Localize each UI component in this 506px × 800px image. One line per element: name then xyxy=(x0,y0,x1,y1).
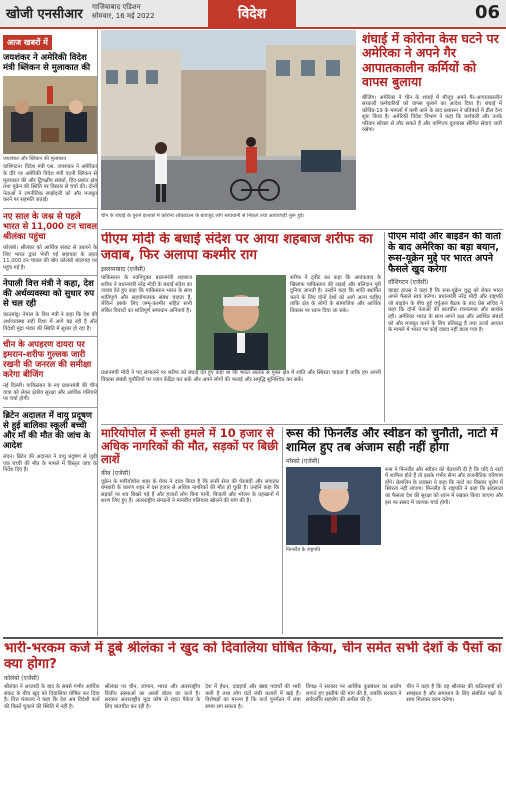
finland-story xyxy=(286,427,503,634)
section-tag: आज खबरों में xyxy=(3,35,52,50)
byline: कोलंबो (एजेंसी) xyxy=(4,675,40,683)
divider xyxy=(101,424,503,425)
story-text: यूक्रेन के मारियोपोल शहर के मेयर ने दावा किया है कि रूसी सेना की घेराबंदी और लगातार बमबारी के कारण शहर में दस हजार से अधिक नागरिकों की मौत हो चुकी है। उन्होंने कहा कि सड़कों पर शव बिखरे पड़े हैं और हजारों लोग बिना पानी, बिजली और भोजन के तहखानों में शरण लिए हुए हैं। अंतरराष्ट्रीय संगठनों ने मानवीय गलियारा खोलने की मांग की है। xyxy=(101,478,279,505)
story-headline: चीन के अपहरण दायरा पर इमरान-शरीफ गुल्लक जारी रखनी की जनरल की समीक्षा करेगा बीजिंग xyxy=(3,340,92,381)
story-column xyxy=(4,684,100,714)
story-text: लंदन। ब्रिटेन की अदालत ने वायु प्रदूषण से जुड़ी एक बच्ची की मौत के मामले में विस्तृत जांच के निर्देश दिए हैं। xyxy=(3,453,97,474)
story-column xyxy=(205,684,301,714)
page-number: 06 xyxy=(474,2,500,23)
byline: कीव (एजेंसी) xyxy=(101,469,131,477)
portrait-art xyxy=(286,467,381,545)
story-headline: जयशंकर ने अमेरिकी विदेश मंत्री ब्लिंकन से मुलाकात की xyxy=(3,53,91,73)
date-line: सोमवार, 16 मई 2022 xyxy=(92,12,155,20)
byline: वॉशिंगटन (एजेंसी) xyxy=(388,278,429,286)
divider xyxy=(3,275,97,276)
byline: इस्लामाबाद (एजेंसी) xyxy=(101,266,146,274)
story-headline: मारियोपोल में रूसी हमले में 10 हजार से अधिक नागरिकों की मौत, सड़कों पर बिछी लाशें xyxy=(101,427,279,467)
divider xyxy=(282,427,283,634)
story-column xyxy=(306,684,402,714)
shanghai-street-art xyxy=(101,30,356,210)
pak-story-body xyxy=(101,275,381,370)
shanghai-story xyxy=(362,32,502,227)
story-headline: ब्रिटेन अदालत में वायु प्रदूषण से हुई बालिका स्कूली बच्ची और माँ की मौत की जांच के आदेश xyxy=(3,410,93,451)
story-text: नई दिल्ली। पाकिस्तान के नए प्रधानमंत्री की चीन यात्रा को लेकर क्षेत्रीय सुरक्षा और आर्थिक गलियारे पर चर्चा होगी। xyxy=(3,383,97,403)
story-headline: शंघाई में कोरोना केस घटने पर अमेरिका ने अपने गैर आपातकालीन कर्मियों को वापस बुलाया xyxy=(362,32,499,90)
story-text: पाकिस्तान के नवनियुक्त प्रधानमंत्री शहबाज शरीफ ने प्रधानमंत्री नरेंद्र मोदी के बधाई संदेश का जवाब देते हुए कहा कि पाकिस्तान भारत के साथ शांतिपूर्ण और सहयोगात्मक संबंध चाहता है, लेकिन इसके लिए जम्मू-कश्मीर सहित सभी लंबित विवादों का शांतिपूर्ण समाधान अनिवार्य है। xyxy=(101,275,192,314)
portrait-art xyxy=(196,275,286,370)
divider xyxy=(3,407,97,408)
story-column xyxy=(286,467,381,555)
srilanka-story-body xyxy=(4,684,502,714)
meeting-photo-art xyxy=(3,76,97,154)
story-column xyxy=(385,467,503,555)
shanghai-photo xyxy=(101,30,356,210)
divider xyxy=(384,232,385,422)
story-text: वाशिंगटन। विदेश मंत्री एस. जयशंकर ने अमेरिका के दौरे पर अमेरिकी विदेश मंत्री एंटनी ब्लिंकन से मुलाकात की और द्विपक्षीय संबंधों, हिंद-प्रशांत क्षेत्र तथा यूक्रेन की स्थिति पर विस्तार से चर्चा की। दोनों नेताओं ने रणनीतिक साझेदारी को और मजबूत करने पर सहमति जताई। xyxy=(3,164,97,204)
photo-caption: फिनलैंड के राष्ट्रपति xyxy=(286,546,321,553)
divider xyxy=(3,637,503,639)
story-text: व्हाइट हाउस ने कहा है कि रूस-यूक्रेन युद्ध को लेकर भारत अपने फैसले स्वयं करेगा। प्रधानमंत्री नरेंद्र मोदी और राष्ट्रपति जो बाइडेन के बीच हुई वर्चुअल बैठक के बाद प्रेस सचिव ने कहा कि दोनों नेताओं की बातचीत रचनात्मक और सार्थक रही। अमेरिका भारत के साथ अपने रक्षा और आर्थिक संबंधों को और मजबूत करने के लिए प्रतिबद्ध है तथा ऊर्जा आयात के मामले में भारत पर कोई दबाव नहीं डाला गया है। xyxy=(388,287,503,334)
edition-info xyxy=(92,3,155,21)
biden-story xyxy=(388,232,503,422)
story-headline: नए साल के जश्न से पहले भारत से 11,000 टन चावल श्रीलंका पहुंचा xyxy=(3,211,97,242)
masthead xyxy=(0,0,506,29)
story-headline: भारी-भरकम कर्ज में डूबे श्रीलंका ने खुद को दिवालिया घोषित किया, चीन समेत सभी देशों के पैसों का क्या होगा? xyxy=(4,641,502,672)
story-text: प्रधानमंत्री मोदी ने पद संभालने पर शरीफ को बधाई देते हुए कहा था कि भारत आतंक से मुक्त क्षेत्र में शांति और स्थिरता चाहता है ताकि हम अपनी विकास संबंधी चुनौतियों पर ध्यान केंद्रित कर सकें और अपने लोगों की भलाई और समृद्धि सुनिश्चित कर सकें। xyxy=(101,370,381,383)
srilanka-story xyxy=(4,641,502,797)
finland-photo xyxy=(286,467,381,545)
story-column xyxy=(196,275,286,370)
story-text: श्रीलंका पर चीन, जापान, भारत और अंतरराष्ट्रीय वित्तीय संस्थाओं का अरबों डॉलर का कर्ज है। सरकार अंतरराष्ट्रीय मुद्रा कोष से राहत पैकेज के लिए बातचीत कर रही है। xyxy=(104,684,201,710)
story-text: देश में ईंधन, दवाइयों और खाद्य पदार्थों की भारी कमी है तथा लोग घंटों लंबी कतारों में खड़े हैं। विशेषज्ञों का मानना है कि कर्ज पुनर्गठन में लंबा समय लग सकता है। xyxy=(205,684,301,710)
story-headline: रूस की फिनलैंड और स्वीडन को चुनौती, नाटो में शामिल हुए तब अंजाम सही नहीं होगा xyxy=(286,427,498,454)
byline: मॉस्को (एजेंसी) xyxy=(286,457,320,465)
story-text: विपक्ष ने सरकार पर आर्थिक कुप्रबंधन का आरोप लगाते हुए इस्तीफे की मांग की है, जबकि सरकार ने सर्वदलीय सहयोग की अपील की है। xyxy=(305,684,402,704)
left-column xyxy=(3,30,98,636)
section-title: विदेश xyxy=(208,0,296,27)
story-text: रूस ने फिनलैंड और स्वीडन को चेतावनी दी है कि यदि वे नाटो में शामिल होते हैं तो इसके गंभीर सैन्य और राजनीतिक परिणाम होंगे। क्रेमलिन के प्रवक्ता ने कहा कि नाटो का विस्तार यूरोप में स्थिरता नहीं लाएगा। फिनलैंड के राष्ट्रपति ने कहा कि सदस्यता का फैसला देश की सुरक्षा को ध्यान में रखकर किया जाएगा और इस पर संसद में व्यापक चर्चा होगी। xyxy=(385,466,503,506)
story-text: कोलंबो। श्रीलंका को आर्थिक संकट से उबारने के लिए भारत द्वारा भेजी गई सहायता के तहत 11,000 टन चावल की खेप कोलंबो बंदरगाह पर पहुंच गई है। xyxy=(3,244,97,271)
meeting-photo xyxy=(3,76,97,154)
story-headline: पीएम मोदी और बाइडेन की वार्ता के बाद अमेरिका का बड़ा बयान, रूस-यूक्रेन मुद्दे पर भारत अपने फैसले खुद करेगा xyxy=(388,232,501,275)
story-headline: नेपाली वित्त मंत्री ने कहा, देश की अर्थव्यवस्था को सुधार रुप से चल रही xyxy=(3,279,95,310)
story-text: श्रीलंका ने आजादी के बाद के सबसे गंभीर आर्थिक संकट के बीच खुद को दिवालिया घोषित कर दिया है। वित्त मंत्रालय ने कहा कि देश अब विदेशी कर्ज की किस्तें चुकाने की स्थिति में नहीं है। xyxy=(4,684,100,710)
story-column xyxy=(406,684,502,714)
photo-caption: जयशंकर और ब्लिंकन की मुलाकात xyxy=(3,156,67,162)
story-column xyxy=(290,275,381,370)
story-text: शरीफ ने ट्वीट कर कहा कि आतंकवाद के खिलाफ पाकिस्तान की लड़ाई और बलिदान पूरी दुनिया जानती है। उन्होंने कहा कि शांति स्थापित करने के लिए दोनों देशों को आगे आना चाहिए ताकि क्षेत्र के लोगों के सामाजिक और आर्थिक विकास पर ध्यान दिया जा सके। xyxy=(290,275,381,314)
edition-line: गाजियाबाद एडिशन xyxy=(92,3,141,11)
finland-story-body xyxy=(286,467,503,555)
divider xyxy=(3,336,97,337)
divider xyxy=(101,229,503,230)
shehbaz-photo xyxy=(196,275,286,370)
story-column xyxy=(101,275,192,370)
pak-story xyxy=(101,232,381,422)
mariupol-story xyxy=(101,427,279,634)
story-text: काठमांडू। नेपाल के वित्त मंत्री ने कहा कि देश की अर्थव्यवस्था सही दिशा में आगे बढ़ रही है और विदेशी मुद्रा भंडार की स्थिति में सुधार हो रहा है। xyxy=(3,312,97,332)
divider xyxy=(3,208,97,209)
shanghai-photo-caption: चीन के शंघाई के पुराने इलाकों में कोरोना लॉकडाउन के बावजूद लोग सावधानी से निकले तथा आवाजाही शुरू हुई। xyxy=(101,213,305,219)
story-text: चीन ने कहा है कि वह श्रीलंका की कठिनाइयों को समझता है और समाधान के लिए संबंधित पक्षों के साथ मिलकर काम करेगा। xyxy=(406,684,502,704)
story-text: बीजिंग। अमेरिका ने चीन के शंघाई में मौजूद अपने गैर-आपातकालीन सरकारी कर्मचारियों को वापस बुलाने का आदेश दिया है। शंघाई में कोविड-19 के मामलों में कमी आने के बाद प्रशासन ने प्रतिबंधों में ढील देना शुरू किया है। अमेरिकी विदेश विभाग ने कहा कि कर्मचारी और उनके परिवार स्वेच्छा से लौट सकते हैं और वाणिज्य दूतावास सीमित सेवाएं जारी रखेगा। xyxy=(362,94,502,134)
brand-name: खोजी एनसीआर xyxy=(6,7,83,22)
story-column xyxy=(105,684,201,714)
story-headline: पीएम मोदी के बधाई संदेश पर आया शहबाज शरीफ का जवाब, फिर अलापा कश्मीर राग xyxy=(101,232,373,263)
